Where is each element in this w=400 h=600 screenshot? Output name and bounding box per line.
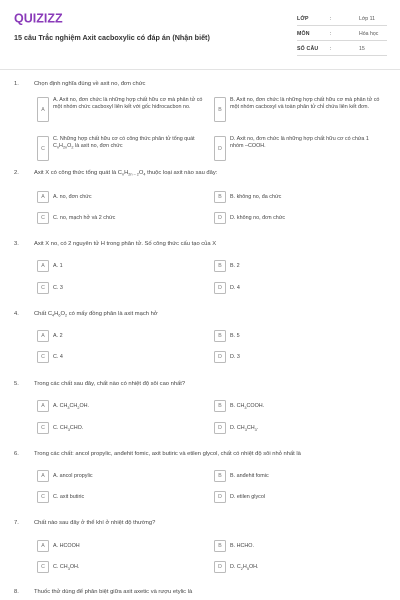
option-text: C. no, mạch hở và 2 chức xyxy=(53,215,116,221)
option-letter-box: C xyxy=(37,422,49,434)
option-a[interactable] xyxy=(37,470,202,483)
option-c[interactable] xyxy=(37,491,202,504)
svg-text:QUIZIZZ: QUIZIZZ xyxy=(14,11,63,25)
option-letter-box: B xyxy=(214,330,226,342)
option-letter-box: B xyxy=(214,97,226,122)
option-letter-box: D xyxy=(214,491,226,503)
option-b[interactable] xyxy=(214,470,379,483)
option-text: A. HCOOH xyxy=(53,543,80,549)
option-text: A. 1 xyxy=(53,263,63,269)
option-a[interactable] xyxy=(37,400,202,413)
question-text: Trong các chất sau đây, chất nào có nhiệt độ sôi cao nhất? xyxy=(34,381,186,387)
option-text: B. 2 xyxy=(230,263,240,269)
option-letter-box: B xyxy=(214,400,226,412)
option-text: A. 2 xyxy=(53,333,63,339)
meta-grade-value: Lớp 11 xyxy=(359,16,375,22)
option-letter-box: A xyxy=(37,97,49,122)
option-d[interactable] xyxy=(214,212,379,225)
option-text: C. axit butiric xyxy=(53,494,85,500)
option-b[interactable] xyxy=(214,97,379,123)
option-d[interactable] xyxy=(214,491,379,504)
option-letter-box: C xyxy=(37,212,49,224)
quizizz-logo-wordmark xyxy=(14,11,72,25)
option-letter-box: D xyxy=(214,422,226,434)
option-letter-box: D xyxy=(214,351,226,363)
option-text: C. 3 xyxy=(53,285,63,291)
option-text: D. $C_2H_5OH$. xyxy=(230,564,259,571)
option-text: A. Axit no, đơn chức là những hợp chất hữu cơ mà phân tử có một nhóm chức cacboxyl liên kết với gốc hiđrocacbon no. xyxy=(53,97,203,111)
question-number: 1. xyxy=(14,81,19,87)
option-letter-box: B xyxy=(214,540,226,552)
option-letter-box: C xyxy=(37,282,49,294)
question-number: 4. xyxy=(14,311,19,317)
option-text: B. không no, đa chức xyxy=(230,194,282,200)
question-number: 7. xyxy=(14,520,19,526)
option-d[interactable] xyxy=(214,351,379,364)
meta-subject: MÔN : Hóa học xyxy=(297,28,387,41)
option-letter-box: B xyxy=(214,470,226,482)
option-letter-box: B xyxy=(214,191,226,203)
option-letter-box: C xyxy=(37,491,49,503)
option-a[interactable] xyxy=(37,97,202,123)
option-text: B. anđehit fomic xyxy=(230,473,269,479)
meta-subject-value: Hóa học xyxy=(359,31,379,37)
option-b[interactable] xyxy=(214,330,379,343)
meta-divider xyxy=(297,40,387,41)
option-letter-box: A xyxy=(37,470,49,482)
worksheet-header xyxy=(0,0,400,70)
option-text: A. $CH_3CH_2OH$. xyxy=(53,403,90,410)
option-c[interactable] xyxy=(37,422,202,435)
option-text: B. 5 xyxy=(230,333,240,339)
option-text: D. etilen glycol xyxy=(230,494,266,500)
option-text: C. 4 xyxy=(53,354,63,360)
option-c[interactable] xyxy=(37,136,202,162)
option-c[interactable] xyxy=(37,282,202,295)
option-text: D. không no, đơn chức xyxy=(230,215,286,221)
option-c[interactable] xyxy=(37,212,202,225)
meta-divider xyxy=(297,25,387,26)
option-a[interactable] xyxy=(37,330,202,343)
option-b[interactable] xyxy=(214,260,379,273)
question-number: 6. xyxy=(14,451,19,457)
meta-divider xyxy=(297,55,387,56)
option-letter-box: C xyxy=(37,561,49,573)
question-text: Thuốc thử dùng để phân biệt giữa axit axetic và rượu etylic là xyxy=(34,589,193,595)
option-text: C. $CH_3CHO$. xyxy=(53,425,84,432)
meta-count-key: SỐ CÂU xyxy=(297,46,319,52)
option-c[interactable] xyxy=(37,351,202,364)
option-b[interactable] xyxy=(214,191,379,204)
option-d[interactable] xyxy=(214,422,379,435)
option-text: D. $CH_3CH_3$. xyxy=(230,425,259,432)
option-text: B. $CH_3COOH$. xyxy=(230,403,265,410)
option-a[interactable] xyxy=(37,260,202,273)
option-text: D. Axit no, đơn chức là những hợp chất hữu cơ có chứa 1 nhóm –COOH. xyxy=(230,136,369,150)
option-d[interactable] xyxy=(214,136,379,162)
meta-subject-key: MÔN xyxy=(297,31,310,37)
option-letter-box: A xyxy=(37,540,49,552)
question-text: Chất nào sau đây ở thể khí ở nhiệt độ thường? xyxy=(34,520,156,526)
option-letter-box: D xyxy=(214,561,226,573)
header-rule xyxy=(0,69,400,70)
question-text: Trong các chất: ancol propylic, anđehit fomic, axit butiric và etilen glycol, chất có nhiệt độ sôi nhỏ nhất là xyxy=(34,451,301,457)
option-text: A. no, đơn chức xyxy=(53,194,92,200)
option-b[interactable] xyxy=(214,400,379,413)
worksheet-title: 15 câu Trắc nghiệm Axit cacboxylic có đáp án (Nhận biết) xyxy=(14,33,210,42)
quizizz-logo xyxy=(14,11,72,25)
option-letter-box: D xyxy=(214,212,226,224)
option-letter-box: C xyxy=(37,351,49,363)
option-a[interactable] xyxy=(37,540,202,553)
option-letter-box: D xyxy=(214,136,226,161)
option-letter-box: B xyxy=(214,260,226,272)
question-number: 5. xyxy=(14,381,19,387)
option-text: D. 4 xyxy=(230,285,240,291)
option-letter-box: A xyxy=(37,260,49,272)
option-text: D. 3 xyxy=(230,354,240,360)
option-text: C. $CH_3OH$. xyxy=(53,564,80,571)
option-letter-box: D xyxy=(214,282,226,294)
question-text: Chọn định nghĩa đúng về axit no, đơn chức xyxy=(34,81,146,87)
option-letter-box: A xyxy=(37,191,49,203)
question-text: Axit X no, có 2 nguyên tử H trong phân tử. Số công thức cấu tạo của X xyxy=(34,241,217,247)
meta-count: SỐ CÂU : 15 xyxy=(297,43,387,56)
option-text: A. ancol propylic xyxy=(53,473,93,479)
option-c[interactable] xyxy=(37,561,202,574)
option-text: B. HCHO. xyxy=(230,543,254,549)
question-text: Axit X có công thức tổng quát là $C_nH_{2n - 2}O_4$ thuộc loại axit nào sau đây: xyxy=(34,170,218,177)
option-letter-box: A xyxy=(37,400,49,412)
meta-grade-key: LỚP xyxy=(297,16,309,22)
option-text: C. Những hợp chất hữu cơ có công thức phân tử tổng quát $C_nH_{2n}O_2$ là axit no, đơn chức xyxy=(53,136,195,150)
option-letter-box: A xyxy=(37,330,49,342)
question-number: 2. xyxy=(14,170,19,176)
option-d[interactable] xyxy=(214,282,379,295)
option-letter-box: C xyxy=(37,136,49,161)
option-b[interactable] xyxy=(214,540,379,553)
option-d[interactable] xyxy=(214,561,379,574)
question-text: Chất $C_4H_6O_2$ có mấy đồng phân là axit mạch hở xyxy=(34,311,158,318)
meta-count-value: 15 xyxy=(359,46,365,52)
meta-grade: LỚP : Lớp 11 xyxy=(297,13,387,26)
question-number: 8. xyxy=(14,589,19,595)
option-text: B. Axit no, đơn chức là những hợp chất hữu cơ mà phân tử có một nhóm cacboxyl và toàn phân tử chỉ chứa liên kết đơn. xyxy=(230,97,380,111)
question-number: 3. xyxy=(14,241,19,247)
option-a[interactable] xyxy=(37,191,202,204)
